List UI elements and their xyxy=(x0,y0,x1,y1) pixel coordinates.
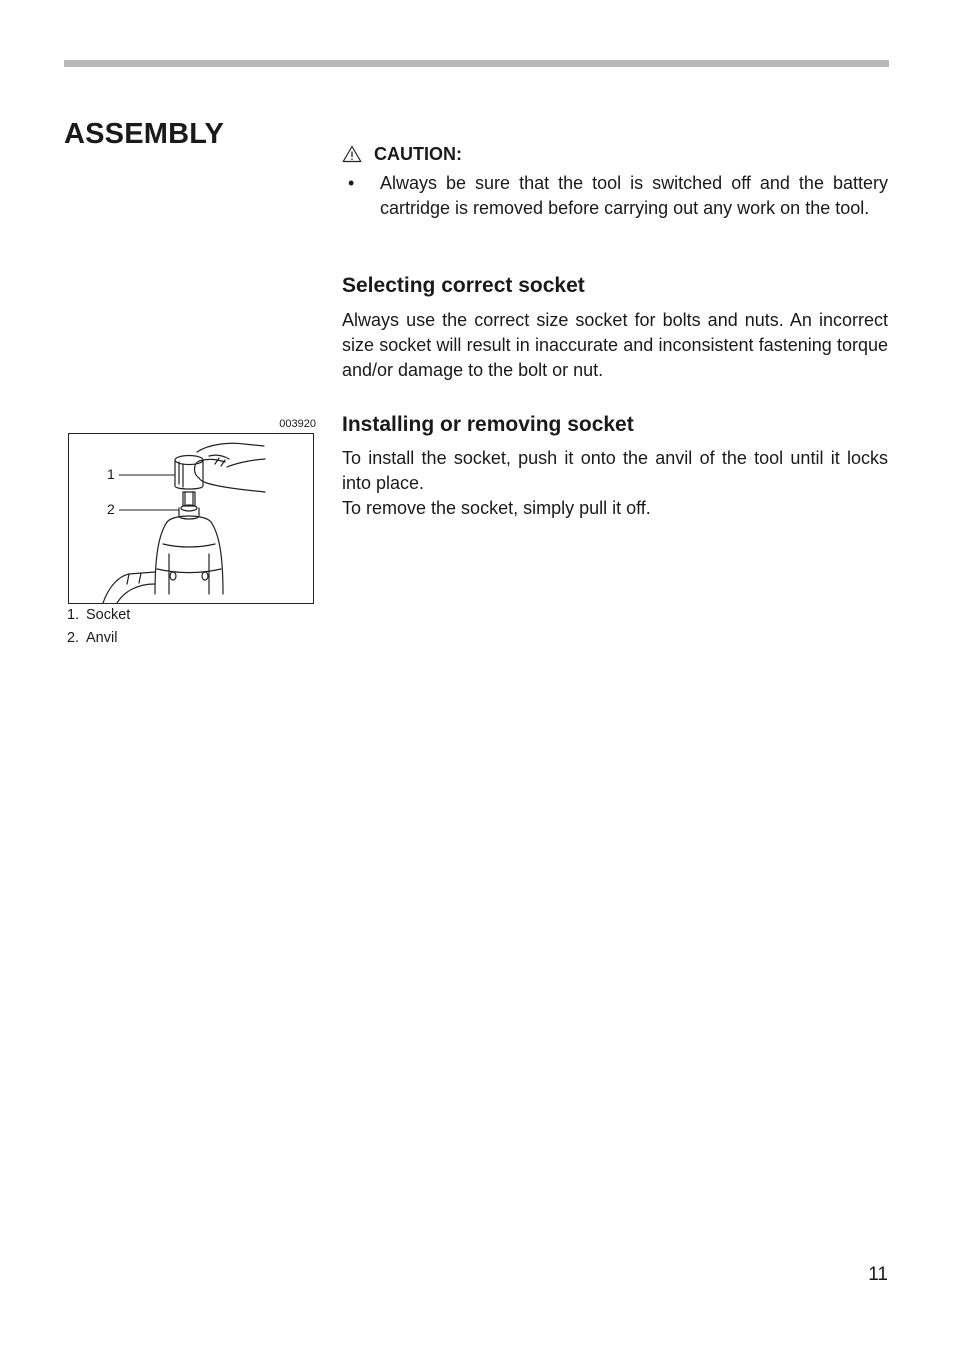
legend-label: Socket xyxy=(86,607,131,623)
legend-item xyxy=(67,627,130,650)
caution-heading xyxy=(342,142,888,166)
socket-figure xyxy=(68,433,314,604)
caution-label: CAUTION: xyxy=(374,143,462,164)
selecting-socket-text: Always use the correct size socket for bolts and nuts. An incorrect size socket will result in inaccurate and inconsistent fastening torque and/or damage to the bolt or nut. xyxy=(342,310,888,380)
bullet-icon: • xyxy=(348,173,355,193)
callout-socket: 1 xyxy=(107,466,115,482)
page-number: 11 xyxy=(868,1264,888,1285)
section-title: ASSEMBLY xyxy=(64,118,225,150)
socket-anvil-illustration xyxy=(69,434,313,603)
legend-number: 1. xyxy=(67,607,80,623)
caution-block xyxy=(342,142,888,221)
legend-number: 2. xyxy=(67,630,80,646)
figure-code: 003920 xyxy=(279,418,316,430)
callout-anvil: 2 xyxy=(107,501,115,517)
header-rule xyxy=(64,60,889,67)
selecting-socket-title: Selecting correct socket xyxy=(342,274,585,297)
installing-socket-title: Installing or removing socket xyxy=(342,413,634,436)
figure-legend xyxy=(67,604,130,650)
legend-item xyxy=(67,604,130,627)
legend-label: Anvil xyxy=(86,630,118,646)
caution-item xyxy=(342,171,888,221)
caution-item-text: Always be sure that the tool is switched off and the battery cartridge is removed before carrying out any work on the tool. xyxy=(380,173,888,218)
installing-socket-text: To install the socket, push it onto the anvil of the tool until it locks into place. xyxy=(342,448,888,493)
warning-triangle-icon xyxy=(342,145,362,163)
removing-socket-text: To remove the socket, simply pull it off. xyxy=(342,498,651,518)
